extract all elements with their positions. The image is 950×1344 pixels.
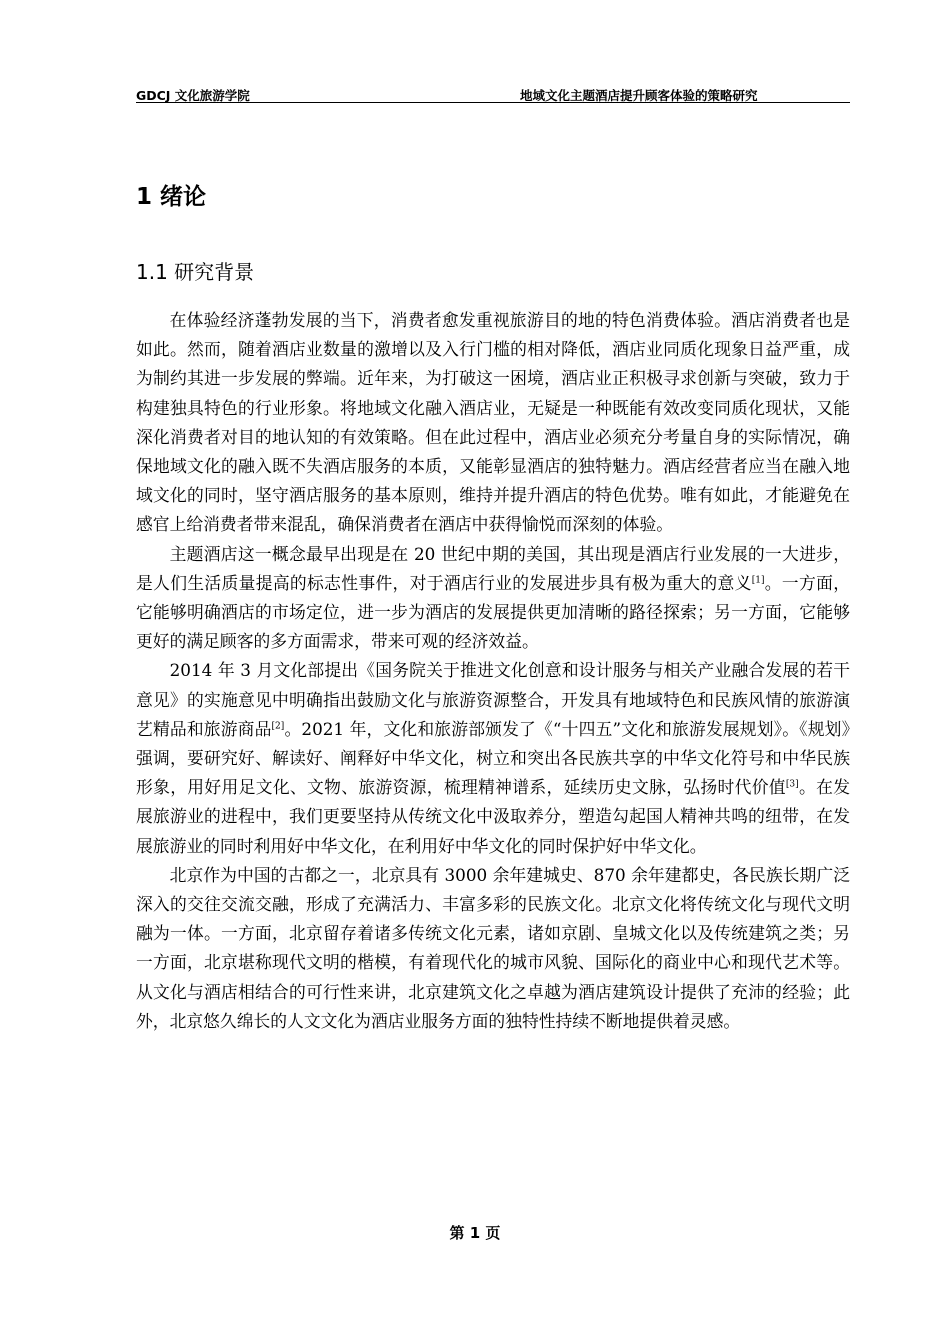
paragraph: [136, 656, 850, 860]
citation-ref[interactable]: [3]: [785, 779, 799, 790]
paragraph-text: 2014 年 3 月文化部提出《国务院关于推进文化创意和设计服务与相关产业融合发展的若干意见》的实施意见中明确指出鼓励文化与旅游资源整合，开发具有地域特色和民族风情的旅游演艺精品和旅游商品: [136, 660, 850, 739]
header-institution: GDCJ 文化旅游学院: [136, 88, 250, 103]
page-number: 第 1 页: [449, 1224, 501, 1242]
page-header: [136, 86, 850, 103]
paragraph-text: 。在发展旅游业的进程中，我们更要坚持从传统文化中汲取养分，塑造勾起国人精神共鸣的纽带，在发展旅游业的同时利用好中华文化，在利用好中华文化的同时保护好中华文化。: [136, 777, 850, 856]
paragraph-text: 。2021 年，文化和旅游部颁发了《“十四五”文化和旅游发展规划》。《规划》强调，要研究好、解读好、阐释好中华文化，树立和突出各民族共享的中华文化符号和中华民族形象，用好用足文化、文物、旅游资源，梳理精神谱系，延续历史文脉，弘扬时代价值: [136, 718, 850, 798]
paragraph: [136, 540, 850, 657]
citation-ref[interactable]: [1]: [751, 575, 765, 586]
paragraph-text: 在体验经济蓬勃发展的当下，消费者愈发重视旅游目的地的特色消费体验。酒店消费者也是如此。然而，随着酒店业数量的激增以及入行门槛的相对降低，酒店业同质化现象日益严重，成为制约其进一步发展的弊端。近年来，为打破这一困境，酒店业正积极寻求创新与突破，致力于构建独具特色的行业形象。将地域文化融入酒店业，无疑是一种既能有效改变同质化现状，又能深化消费者对目的地认知的有效策略。但在此过程中，酒店业必须充分考量自身的实际情况，确保地域文化的融入既不失酒店服务的本质，又能彰显酒店的独特魅力。酒店经营者应当在融入地域文化的同时，坚守酒店服务的基本原则，维持并提升酒店的特色优势。唯有如此，才能避免在感官上给消费者带来混乱，确保消费者在酒店中获得愉悦而深刻的体验。: [136, 310, 850, 535]
paragraph-text: 北京作为中国的古都之一，北京具有 3000 余年建城史、870 余年建都史，各民族长期广泛深入的交往交流交融，形成了充满活力、丰富多彩的民族文化。北京文化将传统文化与现代文明融为一体。一方面，北京留存着诸多传统文化元素，诸如京剧、皇城文化以及传统建筑之类；另一方面，北京堪称现代文明的楷模，有着现代化的城市风貌、国际化的商业中心和现代艺术等。从文化与酒店相结合的可行性来讲，北京建筑文化之卓越为酒店建筑设计提供了充沛的经验；此外，北京悠久绵长的人文文化为酒店业服务方面的独特性持续不断地提供着灵感。: [136, 864, 850, 1031]
section-title: 1.1 研究背景: [136, 260, 255, 284]
paragraph-text: 主题酒店这一概念最早出现是在 20 世纪中期的美国，其出现是酒店行业发展的一大进步，是人们生活质量提高的标志性事件，对于酒店行业的发展进步具有极为重大的意义: [136, 543, 850, 593]
chapter-title: 1 绪论: [136, 184, 207, 210]
paragraph: [136, 861, 850, 1036]
citation-ref[interactable]: [2]: [271, 721, 285, 732]
body-text: [136, 306, 850, 1036]
paragraph: [136, 306, 850, 540]
paragraph-text: 。一方面，它能够明确酒店的市场定位，进一步为酒店的发展提供更加清晰的路径探索；另一方面，它能够更好的满足顾客的多方面需求，带来可观的经济效益。: [136, 572, 850, 652]
header-paper-title: 地域文化主题酒店提升顾客体验的策略研究: [520, 88, 758, 103]
